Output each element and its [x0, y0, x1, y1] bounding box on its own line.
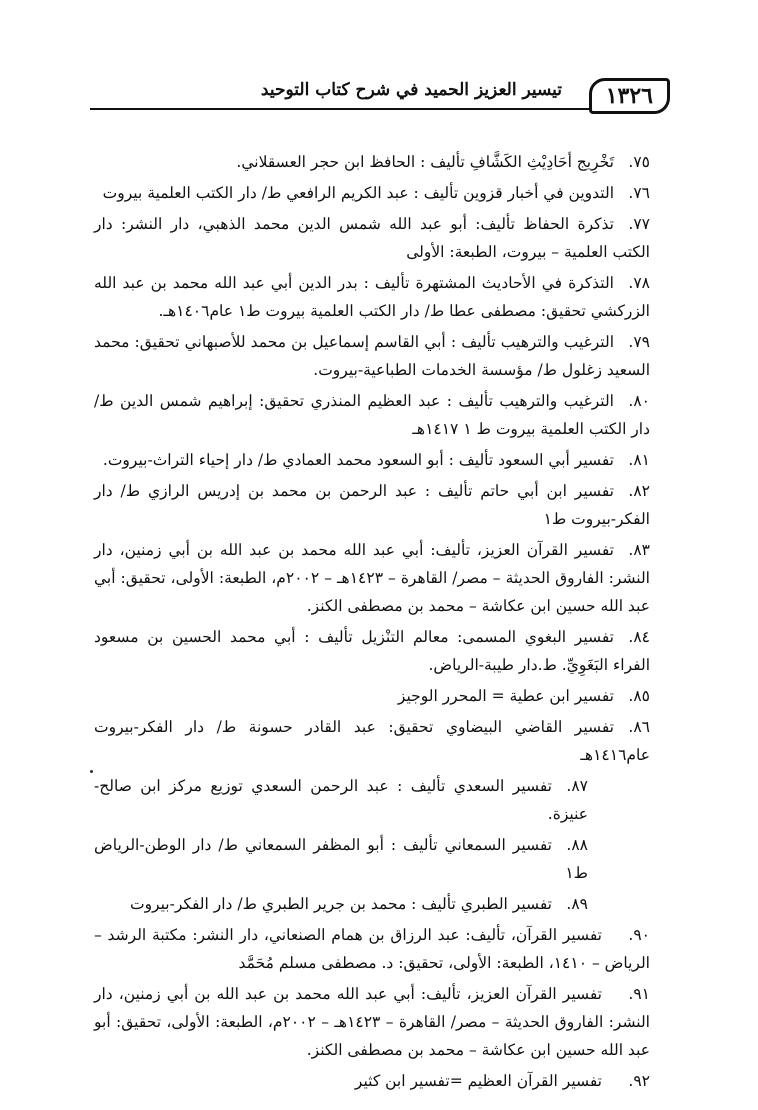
list-item — [94, 269, 650, 325]
entry-number: ٨٦. — [628, 718, 650, 736]
entry-number: ٩٢. — [628, 1072, 650, 1090]
book-title: تيسير العزيز الحميد في شرح كتاب التوحيد — [260, 80, 562, 100]
entry-text: تفسير القاضي البيضاوي تحقيق: عبد القادر حسونة ط/ دار الفكر-بيروت عام١٤١٦هـ — [94, 718, 650, 764]
entry-number: ٨٢. — [628, 482, 650, 500]
list-item — [94, 536, 650, 620]
entry-number: ٧٧. — [628, 215, 650, 233]
list-item — [94, 831, 650, 887]
list-item — [94, 387, 650, 443]
entry-text: التدوين في أخبار قزوين تأليف : عبد الكريم الرافعي ط/ دار الكتب العلمية بيروت — [102, 184, 614, 202]
entry-number: ٨٧. — [566, 777, 588, 795]
entry-number: ٩١. — [628, 985, 650, 1003]
list-item — [94, 477, 650, 533]
entry-text: تفسير القرآن العزيز، تأليف: أبي عبد الله محمد بن عبد الله بن أبي زمنين، دار النشر: الفاروق الحديثة – مصر/ القاهرة – ١٤٢٣هـ – ٢٠٠٢م، الطبعة: الأولى، تحقيق: أبو عبد الله حسين ابن عكاشة – محمد بن مصطفى الكنز. — [94, 985, 650, 1059]
entry-number: ٨٣. — [628, 541, 650, 559]
list-item — [94, 772, 650, 828]
entry-text: تذكرة الحفاظ تأليف: أبو عبد الله شمس الدين محمد الذهبي، دار النشر: دار الكتب العلمية – بيروت، الطبعة: الأولى — [94, 215, 650, 261]
list-item — [94, 328, 650, 384]
list-item — [94, 1067, 650, 1095]
header-rule — [90, 108, 630, 110]
page-header — [90, 78, 670, 114]
entry-number: ٨٥. — [628, 687, 650, 705]
entry-number: ٨٩. — [566, 895, 588, 913]
entry-text: تفسير البغوي المسمى: معالم التنْزيل تأليف : أبي محمد الحسين بن مسعود الفراء البَغَوِيِّ. ط.دار طيبة-الرياض. — [94, 628, 650, 674]
entry-number: ٧٦. — [628, 184, 650, 202]
ink-speck — [90, 770, 93, 773]
entry-text: تفسير السعدي تأليف : عبد الرحمن السعدي توزيع مركز ابن صالح-عنيزة. — [94, 777, 588, 823]
list-item — [94, 921, 650, 977]
entry-text: الترغيب والترهيب تأليف : أبي القاسم إسماعيل بن محمد للأصبهاني تحقيق: محمد السعيد زغلول ط/ مؤسسة الخدمات الطباعية-بيروت. — [94, 333, 650, 379]
list-item — [94, 713, 650, 769]
list-item — [94, 446, 650, 474]
entry-number: ٨٠. — [628, 392, 650, 410]
entry-text: تفسير القرآن العظيم =تفسير ابن كثير — [354, 1072, 602, 1090]
entry-text: تفسير ابن أبي حاتم تأليف : عبد الرحمن بن محمد بن إدريس الرازي ط/ دار الفكر-بيروت ط١ — [94, 482, 650, 528]
list-item — [94, 623, 650, 679]
entry-text: التذكرة في الأحاديث المشتهرة تأليف : بدر الدين أبي عبد الله محمد بن عبد الله الزركشي تحقيق: مصطفى عطا ط/ دار الكتب العلمية بيروت ط١ عام١٤٠٦هـ. — [94, 274, 650, 320]
entry-number: ٨١. — [628, 451, 650, 469]
entry-number: ٨٤. — [628, 628, 650, 646]
entry-number: ٨٨. — [566, 836, 588, 854]
page-number: ١٣٢٦ — [589, 78, 670, 114]
bibliography-list — [94, 148, 650, 1095]
entry-number: ٧٨. — [628, 274, 650, 292]
entry-number: ٧٥. — [628, 153, 650, 171]
entry-text: تفسير السمعاني تأليف : أبو المظفر السمعاني ط/ دار الوطن-الرياض ط١ — [94, 836, 588, 882]
entry-number: ٧٩. — [628, 333, 650, 351]
list-item — [94, 210, 650, 266]
entry-text: تَخْرِيج أحَادِيْثِ الكَشَّافِ تأليف : الحافظ ابن حجر العسقلاني. — [236, 153, 614, 171]
entry-text: الترغيب والترهيب تأليف : عبد العظيم المنذري تحقيق: إبراهيم شمس الدين ط/ دار الكتب العلمية بيروت ط ١ ١٤١٧هـ — [94, 392, 650, 438]
entry-text: تفسير أبي السعود تأليف : أبو السعود محمد العمادي ط/ دار إحياء التراث-بيروت. — [102, 451, 614, 469]
list-item — [94, 980, 650, 1064]
entry-number: ٩٠. — [628, 926, 650, 944]
entry-text: تفسير القرآن، تأليف: عبد الرزاق بن همام الصنعاني، دار النشر: مكتبة الرشد – الرياض – ١٤١٠، الطبعة: الأولى، تحقيق: د. مصطفى مسلم مُحَمَّد — [94, 926, 650, 972]
list-item — [94, 179, 650, 207]
entry-text: تفسير ابن عطية = المحرر الوجيز — [397, 687, 614, 705]
list-item — [94, 148, 650, 176]
list-item — [94, 890, 650, 918]
entry-text: تفسير القرآن العزيز، تأليف: أبي عبد الله محمد بن عبد الله بن أبي زمنين، دار النشر: الفاروق الحديثة – مصر/ القاهرة – ١٤٢٣هـ – ٢٠٠٢م، الطبعة: الأولى، تحقيق: أبي عبد الله حسين ابن عكاشة – محمد بن مصطفى الكنز. — [94, 541, 650, 615]
entry-text: تفسير الطبري تأليف : محمد بن جرير الطبري ط/ دار الفكر-بيروت — [129, 895, 552, 913]
list-item — [94, 682, 650, 710]
